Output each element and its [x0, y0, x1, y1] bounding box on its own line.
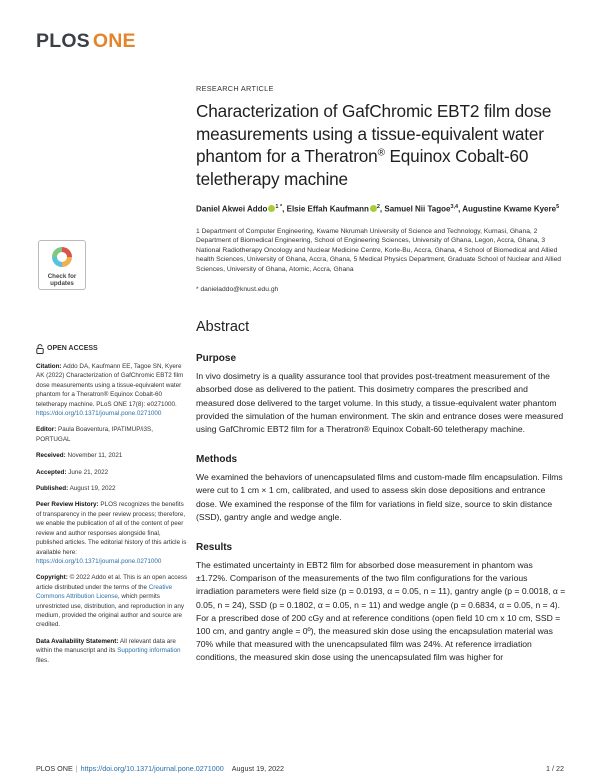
logo-one: ONE — [92, 30, 136, 52]
peer-review-text: PLOS recognizes the benefits of transparency in the peer review process; therefore, we enable the publication of all of the content of peer review and author responses alongside final, published articles. The editorial history of this article is available here: — [36, 501, 187, 556]
check-for-updates-button[interactable] — [38, 240, 86, 290]
article-type: RESEARCH ARTICLE — [196, 84, 274, 93]
author-affil-sup: 2 — [376, 204, 380, 210]
methods-heading: Methods — [196, 454, 238, 466]
citation-label: Citation: — [36, 363, 62, 370]
citation-doi-link[interactable]: https://doi.org/10.1371/journal.pone.0271000 — [36, 410, 162, 418]
title-part1: Characterization of GafChromic EBT2 film dose measurements using a tissue-equivalent water phantom for a Theratron — [196, 101, 552, 166]
received-block — [36, 451, 188, 460]
check-for-updates-line2: updates — [50, 280, 74, 288]
results-text: The estimated uncertainty in EBT2 film for absorbed dose measurement in phantom was ±1.72%. Comparison of the measurements of the two film configurations for the various irradiation parameters were field size (p = 0.0193, α = 0.05, n = 11), gantry angle (p = 0.0018, α = 0.05, n = 24), SSD (p = 0.1802, α = 0.05, n = 11) and wedge angle (p = 0.6834, α = 0.05, n = 4). For a prescribed dose of 200 cGy and at reference conditions (open field 10 cm x 10 cm, SSD = 100 cm, and gantry angle = 0º), the measured skin dose using the encapsulation material was 70% while that measured with the unencapsulated film was 24%. At reference irradiation conditions, the measured skin dose using the unencapsulated film was higher for — [196, 559, 566, 663]
title-part2: Equinox Cobalt-60 teletherapy machine — [196, 146, 529, 189]
author-name[interactable]: , Augustine Kwame Kyere — [458, 204, 557, 214]
data-availability-text-end: files. — [36, 656, 49, 664]
open-lock-icon — [36, 344, 44, 354]
results-heading: Results — [196, 541, 233, 553]
published-label: Published: — [36, 485, 69, 493]
license-link[interactable]: Creative Commons Attribution License — [36, 583, 173, 601]
author-affil-sup: 1 * — [275, 204, 283, 210]
editor-text: Paula Boaventura, IPATIMUP/i3S, PORTUGAL — [36, 426, 154, 443]
footer-left — [36, 764, 284, 773]
author-affil-sup: 3,4 — [450, 204, 459, 210]
accepted-date: June 21, 2022 — [66, 468, 109, 476]
purpose-text: In vivo dosimetry is a quality assurance tool that provides post-treatment measurement of the absorbed dose as delivered to the patient. This dosimetry compares the prescribed and measured dose delivered to the target volume. In this study, a tissue-equivalent water phantom provided the simulation of the human environment. The skin and entrance doses were measured using GafChromic EBT2 film for a Theratron® Equinox Cobalt-60 teletherapy machine. — [196, 371, 564, 434]
corresponding-email[interactable]: * danieladdo@knust.edu.gh — [196, 286, 279, 294]
methods-text: We examined the behaviors of unencapsulated films and custom-made film encapsulation. Films were cut to 1 cm × 1 cm, calibrated, and used to assess skin dose depositions and entrance dose. We examined the response of the film for variations in field size, source to skin distance (SSD), gantry angle and wedge angle. — [196, 472, 563, 522]
open-access-label: OPEN ACCESS — [47, 345, 98, 353]
open-access-badge — [36, 344, 188, 354]
data-availability-label: Data Availability Statement: — [36, 637, 119, 645]
abstract-heading: Abstract — [196, 319, 250, 336]
author-name[interactable]: , Samuel Nii Tagoe — [379, 204, 451, 214]
received-date: November 11, 2021 — [65, 452, 123, 460]
copyright-text-end: , which permits unrestricted use, distribution, and reproduction in any medium, provided the original author and source are credited. — [36, 593, 185, 629]
article-main — [196, 84, 566, 665]
footer-journal: PLOS ONE — [36, 764, 73, 773]
purpose-heading: Purpose — [196, 353, 237, 365]
published-block — [36, 484, 188, 493]
page-footer — [36, 764, 564, 773]
check-for-updates-icon — [50, 245, 74, 269]
journal-logo — [36, 30, 136, 53]
data-availability-text: All relevant data are within the manuscript and its — [36, 637, 176, 655]
citation-block — [36, 362, 188, 418]
logo-plos: PLOS — [36, 30, 90, 52]
received-label: Received: — [36, 452, 66, 460]
editor-label: Editor: — [36, 426, 57, 434]
copyright-block — [36, 573, 188, 629]
editor-block — [36, 425, 188, 444]
accepted-block — [36, 468, 188, 477]
published-date: August 19, 2022 — [68, 485, 116, 493]
copyright-label: Copyright: — [36, 574, 68, 582]
page-number: 1 / 22 — [546, 764, 564, 773]
author-list — [196, 202, 566, 215]
check-for-updates-line1: Check for — [47, 273, 77, 281]
footer-date: August 19, 2022 — [231, 764, 285, 773]
citation-text: Addo DA, Kaufmann EE, Tagoe SN, Kyere AK (2022) Characterization of GafChromic EBT2 film dose measurements using a tissue-equivalent water phantom for a Theratron® Equinox Cobalt-60 teletherapy machine. PLoS ONE 17(8): e0271000. — [36, 363, 184, 408]
footer-separator: | — [75, 764, 78, 773]
orcid-icon[interactable] — [370, 205, 377, 212]
footer-doi-link[interactable]: https://doi.org/10.1371/journal.pone.0271000 — [80, 764, 224, 773]
sidebar — [36, 240, 188, 672]
author-name[interactable]: Daniel Akwei Addo — [196, 204, 268, 214]
affiliations: 1 Department of Computer Engineering, Kwame Nkrumah University of Science and Technology, Kumasi, Ghana, 2 Department of Biomedical Engineering, School of Engineering Sciences, University of Ghana, Legon, Accra, Ghana, 3 National Radiotherapy Oncology and Nuclear Medicine Centre, Korle-Bu, Accra, Ghana, 4 School of Biomedical and Allied health Sciences, University of Ghana, Accra, Ghana, 5 Medical Physics Department, Graduate School of Nuclear and Allied Sciences, University of Ghana, Atomic, Accra, Ghana — [196, 227, 562, 273]
supporting-info-link[interactable]: Supporting information — [117, 647, 181, 655]
peer-review-link[interactable]: https://doi.org/10.1371/journal.pone.0271000 — [36, 557, 162, 565]
peer-review-label: Peer Review History: — [36, 501, 99, 509]
peer-review-block — [36, 500, 188, 566]
author-name[interactable]: , Elsie Effah Kaufmann — [282, 204, 369, 214]
copyright-text: © 2022 Addo et al. This is an open access article distributed under the terms of the — [36, 574, 188, 591]
registered-mark: ® — [377, 147, 385, 159]
author-affil-sup: 5 — [556, 204, 560, 210]
data-availability-block — [36, 637, 188, 665]
accepted-label: Accepted: — [36, 468, 67, 476]
article-title — [196, 100, 566, 190]
